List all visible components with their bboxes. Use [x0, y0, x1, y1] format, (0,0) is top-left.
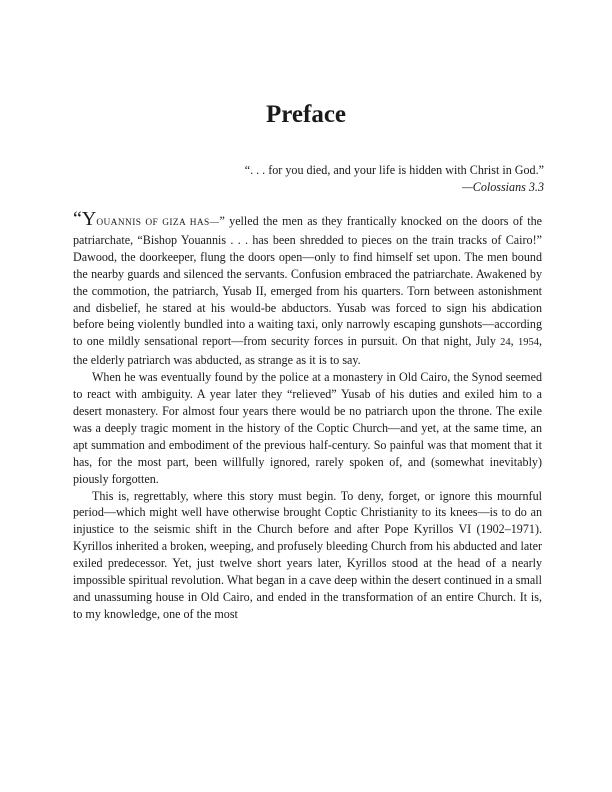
- opening-quote-mark: “: [73, 208, 82, 230]
- drop-initial: Y: [81, 208, 97, 230]
- epigraph-source: —Colossians 3.3: [462, 180, 544, 194]
- date-day: 24: [500, 337, 511, 349]
- epigraph-quote: “. . . for you died, and your life is hidden with Christ in God.”: [244, 163, 544, 177]
- paragraph-2: When he was eventually found by the police at a monastery in Old Cairo, the Synod seemed to react with ambiguity. A year later they “relieved” Yusab of his duties and exiled him to a desert monastery. For almost four years there would be no patriarch upon the throne. The exile was a deeply tragic moment in the history of the Coptic Church—and yet, at the same time, an apt summation and embodiment of the previous half-century. So painful was that moment that it has, for the most part, been willfully ignored, rarely spoken of, and (somewhat inevitably) piously forgotten.: [73, 370, 542, 486]
- paragraph-1-text-b: ,: [510, 334, 518, 349]
- paragraph-1-text-a: ” yelled the men as they frantically knocked on the doors of the patriarchate, “Bishop Youannis . . . has been shredded to pieces on the train tracks of Cairo!” Dawood, the doorkeeper, flung the doors open—only to find himself set upon. The men bound the nearby guards and silenced the servants. Confusion embraced the patriarchate. Awakened by the commotion, the patriarch, Yusab II, emerged from his quarters. Torn between astonishment and disbelief, he stared at his would-be abductors. Yusab was forced to sign his abdication before being violently bundled into a waiting taxi, only narrowly escaping gunshots—according to one mildly sensational report—from security forces in pursuit. On that night, July: [73, 214, 542, 349]
- body-text: [73, 208, 543, 623]
- paragraph-1-text-c: , the elderly patriarch was abducted, as strange as it is to say.: [73, 334, 543, 368]
- epigraph: [160, 162, 544, 196]
- date-year: 1954: [517, 337, 539, 349]
- page-title: Preface: [265, 101, 347, 128]
- opening-small-caps: OUANNIS OF GIZA HAS—: [96, 218, 220, 228]
- paragraph-1: [73, 208, 543, 369]
- paragraph-3: This is, regrettably, where this story must begin. To deny, forget, or ignore this mournful period—which might well have otherwise brought Coptic Christianity to its knees—is to do an injustice to the seismic shift in the Church before and after Pope Kyrillos VI (1902–1971). Kyrillos inherited a broken, weeping, and profusely bleeding Church from his abducted and later exiled predecessor. Yet, just twelve short years later, Kyrillos stood at the head of a nearly impossible spiritual revolution. What began in a cave deep within the desert continued in a small and unassuming house in Old Cairo, and ended in the transformation of an entire Church. It is, to my knowledge, one of the most: [73, 488, 542, 621]
